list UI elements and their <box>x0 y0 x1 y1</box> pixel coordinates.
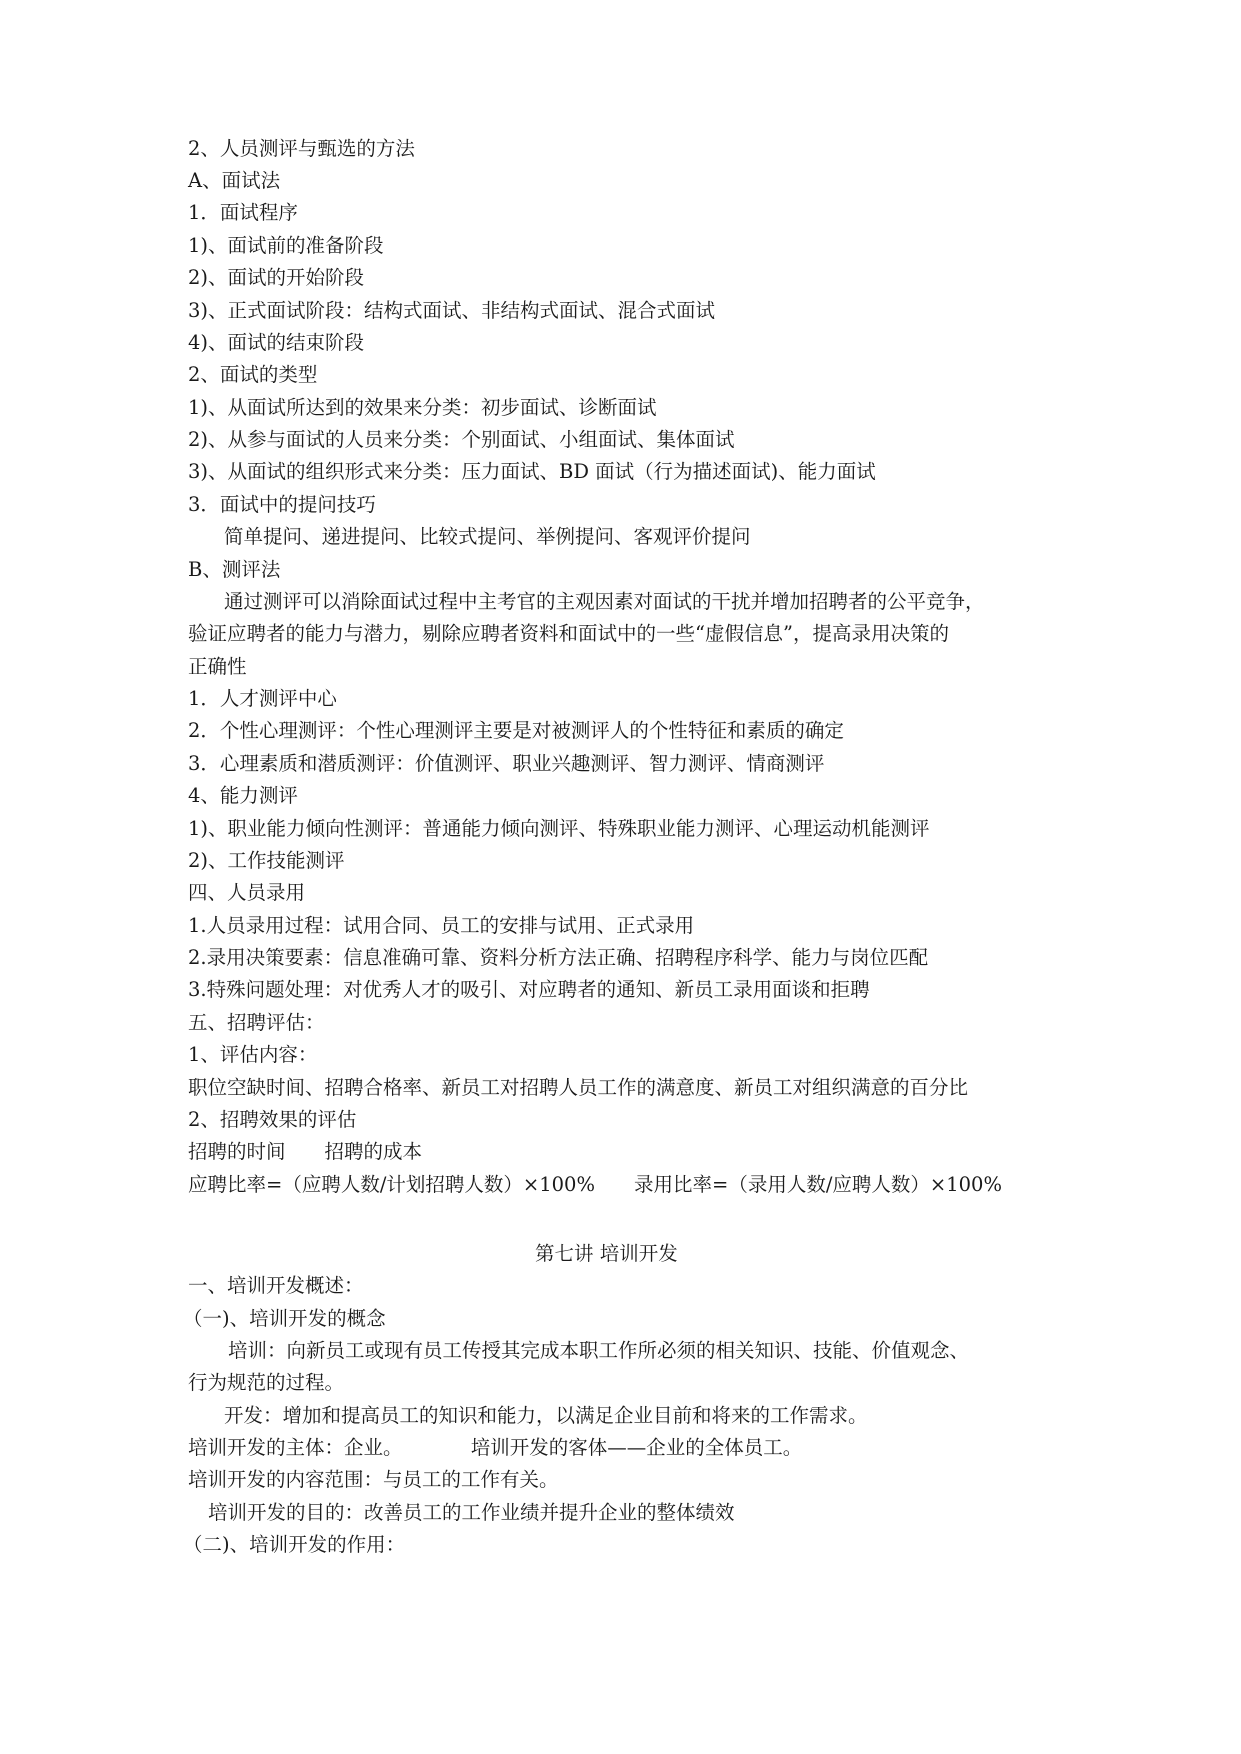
heading-recruitment-evaluation: 五、招聘评估： <box>188 1011 325 1034</box>
heading-training-concept: （一)、培训开发的概念 <box>183 1307 386 1330</box>
formula-line: 应聘比率=（应聘人数/计划招聘人数）×100% 录用比率=（录用人数/应聘人数）×100% <box>188 1173 1002 1196</box>
list-item: 1)、职业能力倾向性测评：普通能力倾向测评、特殊职业能力测评、心理运动机能测评 <box>188 817 930 840</box>
paragraph-line: 简单提问、递进提问、比较式提问、举例提问、客观评价提问 <box>224 525 751 548</box>
list-item: 2．个性心理测评：个性心理测评主要是对被测评人的个性特征和素质的确定 <box>188 719 844 742</box>
heading-training-overview: 一、培训开发概述： <box>188 1274 364 1297</box>
paragraph-line: 培训开发的目的：改善员工的工作业绩并提升企业的整体绩效 <box>208 1501 735 1524</box>
paragraph-line: 招聘的时间 招聘的成本 <box>188 1140 423 1163</box>
list-item: 1)、从面试所达到的效果来分类：初步面试、诊断面试 <box>188 396 657 419</box>
list-item: 2)、面试的开始阶段 <box>188 266 365 289</box>
paragraph-line: 行为规范的过程。 <box>188 1371 345 1394</box>
paragraph-line: 职位空缺时间、招聘合格率、新员工对招聘人员工作的满意度、新员工对组织满意的百分比 <box>188 1076 969 1099</box>
paragraph-line: 验证应聘者的能力与潜力，剔除应聘者资料和面试中的一些“虚假信息”，提高录用决策的 <box>188 622 949 645</box>
list-item: 2)、从参与面试的人员来分类：个别面试、小组面试、集体面试 <box>188 428 735 451</box>
list-item: 3．心理素质和潜质测评：价值测评、职业兴趣测评、智力测评、情商测评 <box>188 752 825 775</box>
list-item: 1．人才测评中心 <box>188 687 337 710</box>
list-item: 4)、面试的结束阶段 <box>188 331 365 354</box>
heading-evaluation-content: 1、评估内容： <box>188 1043 318 1066</box>
paragraph-line: 培训开发的主体：企业。 培训开发的客体——企业的全体员工。 <box>188 1436 803 1459</box>
heading-interview-types: 2、面试的类型 <box>188 363 318 386</box>
heading-assessment-method: B、测评法 <box>188 558 281 581</box>
heading-assessment-methods: 2、人员测评与甄选的方法 <box>188 137 415 160</box>
heading-interview-method: A、面试法 <box>188 169 281 192</box>
heading-hiring: 四、人员录用 <box>188 881 306 904</box>
list-item: 2)、工作技能测评 <box>188 849 345 872</box>
list-item: 3)、从面试的组织形式来分类：压力面试、BD 面试（行为描述面试)、能力面试 <box>188 460 876 483</box>
paragraph-line: 通过测评可以消除面试过程中主考官的主观因素对面试的干扰并增加招聘者的公平竞争， <box>224 590 985 613</box>
list-item: 3)、正式面试阶段：结构式面试、非结构式面试、混合式面试 <box>188 299 716 322</box>
heading-training-role: （二)、培训开发的作用： <box>183 1533 406 1556</box>
paragraph-line: 正确性 <box>188 655 247 678</box>
heading-questioning-skills: 3．面试中的提问技巧 <box>188 493 376 516</box>
list-item: 1)、面试前的准备阶段 <box>188 234 384 257</box>
list-item: 1.人员录用过程：试用合同、员工的安排与试用、正式录用 <box>188 914 695 937</box>
heading-interview-procedure: 1．面试程序 <box>188 201 298 224</box>
paragraph-line: 开发：增加和提高员工的知识和能力，以满足企业目前和将来的工作需求。 <box>224 1404 868 1427</box>
heading-effect-evaluation: 2、招聘效果的评估 <box>188 1108 357 1131</box>
list-item: 2.录用决策要素：信息准确可靠、资料分析方法正确、招聘程序科学、能力与岗位匹配 <box>188 946 929 969</box>
heading-ability-test: 4、能力测评 <box>188 784 298 807</box>
paragraph-line: 培训开发的内容范围：与员工的工作有关。 <box>188 1468 559 1491</box>
chapter-title: 第七讲 培训开发 <box>535 1242 678 1265</box>
list-item: 3.特殊问题处理：对优秀人才的吸引、对应聘者的通知、新员工录用面谈和拒聘 <box>188 978 870 1001</box>
paragraph-line: 培训：向新员工或现有员工传授其完成本职工作所必须的相关知识、技能、价值观念、 <box>228 1339 970 1362</box>
